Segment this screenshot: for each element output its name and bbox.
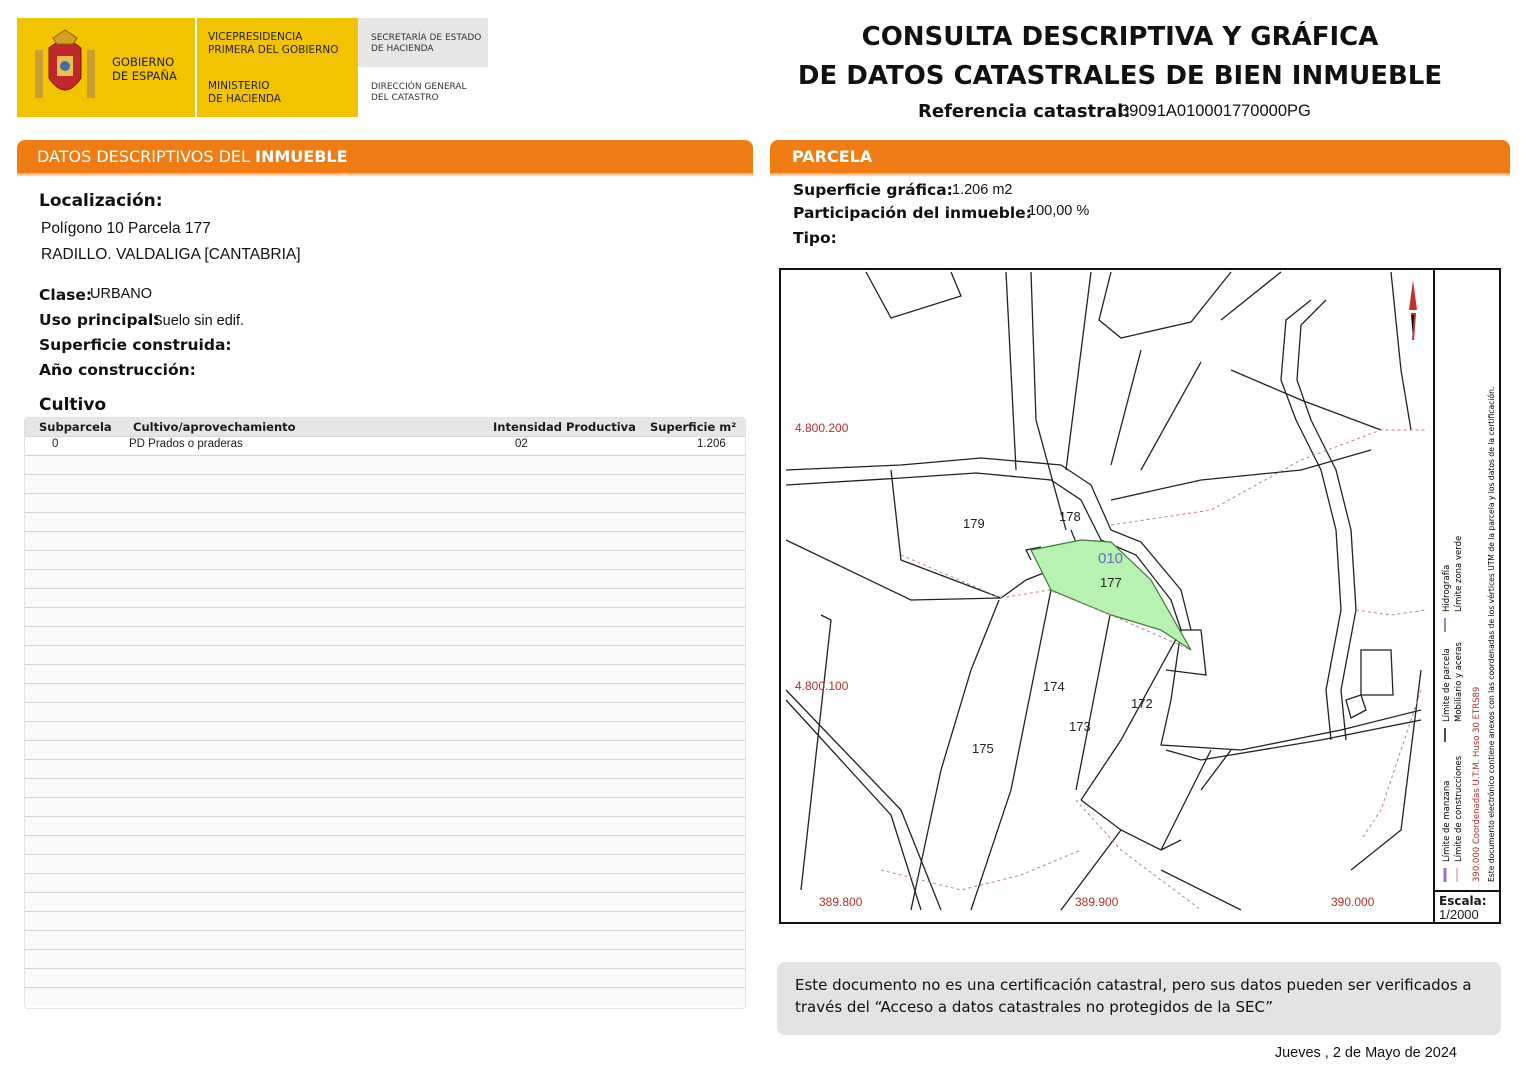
vicepresidencia-text: [208, 31, 338, 57]
empty-table-row: [25, 531, 745, 550]
anio-construccion-label: Año construcción:: [39, 361, 196, 379]
polygon-label: 010: [1098, 550, 1124, 567]
empty-table-row: [25, 835, 745, 854]
coord-x-3: 390.000: [1331, 895, 1375, 909]
empty-table-row: [25, 892, 745, 911]
empty-table-row: [25, 702, 745, 721]
clase-value: URBANO: [90, 286, 153, 302]
empty-table-row: [25, 930, 745, 949]
empty-table-row: [25, 569, 745, 588]
empty-table-row: [25, 816, 745, 835]
vice-line-2: PRIMERA DEL GOBIERNO: [208, 44, 339, 56]
empty-table-row: [25, 797, 745, 816]
legend-manzana: Límite de manzana: [1442, 780, 1452, 862]
empty-table-row: [25, 607, 745, 626]
empty-table-row: [25, 493, 745, 512]
min-line-2: DE HACIENDA: [208, 93, 281, 105]
header-superficie: Superficie m²: [650, 420, 737, 434]
gov-line-2: DE ESPAÑA: [112, 69, 177, 83]
tipo-label: Tipo:: [793, 229, 837, 247]
disclaimer-note: Este documento no es una certificación catastral, pero sus datos pueden ser verificados a través del “Acceso a datos catastrales no protegidos de la SEC”: [777, 962, 1501, 1035]
parcel-label: 178: [1059, 509, 1081, 524]
bar-text-prefix: DATOS DESCRIPTIVOS DEL: [37, 147, 256, 166]
empty-table-row: [25, 911, 745, 930]
north-arrow-icon: [1409, 280, 1417, 340]
uso-value: Suelo sin edif.: [153, 313, 245, 329]
sec-line-2: DE HACIENDA: [371, 44, 434, 54]
bar-shadow-right: [770, 173, 1510, 177]
parcel-label: 177: [1100, 575, 1122, 590]
utm-note: 390.000 Coordenadas U.T.M. Huso 30 ETRS89: [1472, 686, 1482, 882]
cell-intensidad: 02: [515, 438, 528, 450]
title-line-1: CONSULTA DESCRIPTIVA Y GRÁFICA: [861, 22, 1379, 52]
sec-line-1: SECRETARÍA DE ESTADO: [371, 33, 482, 43]
empty-table-row: [25, 873, 745, 892]
sup-grafica-label: Superficie gráfica:: [793, 181, 953, 199]
superficie-construida-label: Superficie construida:: [39, 336, 232, 354]
map-legend: [1435, 270, 1501, 890]
sup-grafica-value: 1.206 m2: [952, 182, 1013, 198]
scale-value: 1/2000: [1439, 907, 1479, 922]
cultivo-label: Cultivo: [39, 395, 107, 415]
empty-table-row: [25, 645, 745, 664]
scale-box: [1433, 890, 1499, 922]
empty-table-row: [25, 721, 745, 740]
legend-hidrografia: Hidrografía: [1442, 564, 1452, 612]
min-line-1: MINISTERIO: [208, 80, 270, 92]
table-row: [25, 436, 745, 455]
section-bar-parcela: PARCELA: [770, 140, 1510, 173]
participacion-value: 100,00 %: [1028, 203, 1090, 219]
gobierno-logo: [17, 18, 358, 117]
legend-parcela: Límite de parcela: [1442, 648, 1452, 722]
empty-table-row: [25, 949, 745, 968]
title-line-2: DE DATOS CATASTRALES DE BIEN INMUEBLE: [797, 61, 1443, 91]
gobierno-text: [112, 55, 177, 83]
legend-mobiliario: Mobiliario y aceras: [1454, 642, 1464, 722]
ref-label: Referencia catastral:: [918, 101, 1131, 122]
legend-zona-verde: Límite zona verde: [1454, 535, 1464, 612]
secretaria-logo: [358, 18, 488, 67]
doc-note: Este documento electrónico contiene anexos con las coordenadas de los vértices UTM de la parcela y los datos de la certificación.: [1487, 386, 1496, 882]
empty-table-row: [25, 512, 745, 531]
empty-table-row: [25, 740, 745, 759]
ref-value: 39091A010001770000PG: [1120, 102, 1311, 120]
coord-y-2: 4.800.100: [795, 679, 849, 693]
scale-label: Escala:: [1439, 894, 1487, 908]
ministerio-text: [208, 80, 281, 106]
legend-construcciones: Límite de construcciones: [1454, 755, 1464, 862]
page-title: [780, 18, 1460, 96]
parcel-label: 175: [972, 741, 994, 756]
secretaria-text: [371, 33, 481, 55]
cell-subparcela: 0: [52, 438, 59, 450]
bar-text-bold: INMUEBLE: [255, 147, 348, 166]
cell-cultivo: PD Prados o praderas: [129, 438, 243, 450]
table-header: [25, 418, 745, 436]
header-subparcela: Subparcela: [39, 420, 112, 434]
direccion-text: [371, 82, 467, 104]
coord-x-2: 389.900: [1075, 895, 1119, 909]
empty-table-row: [25, 550, 745, 569]
dir-line-2: DEL CATASTRO: [371, 93, 439, 103]
cadastral-map[interactable]: [779, 268, 1501, 924]
header-intensidad: Intensidad Productiva: [493, 420, 636, 434]
coord-y-1: 4.800.200: [795, 421, 849, 435]
participacion-label: Participación del inmueble:: [793, 204, 1032, 222]
empty-table-row: [25, 854, 745, 873]
logo-divider: [195, 18, 197, 117]
empty-table-row: [25, 588, 745, 607]
coat-of-arms-icon: [29, 28, 101, 108]
dir-line-1: DIRECCIÓN GENERAL: [371, 82, 467, 92]
uso-label: Uso principal:: [39, 311, 160, 329]
empty-table-row: [25, 968, 745, 987]
parcel-label: 173: [1069, 719, 1091, 734]
empty-table-row: [25, 626, 745, 645]
vice-line-1: VICEPRESIDENCIA: [208, 31, 303, 43]
bar-shadow: [17, 173, 753, 177]
empty-table-row: [25, 759, 745, 778]
header-cultivo: Cultivo/aprovechamiento: [133, 420, 296, 434]
empty-table-row: [25, 987, 745, 1006]
parcel-label: 179: [963, 516, 985, 531]
empty-table-row: [25, 664, 745, 683]
empty-table-row: [25, 455, 745, 474]
empty-table-row: [25, 474, 745, 493]
empty-table-row: [25, 683, 745, 702]
localizacion-line2: RADILLO. VALDALIGA [CANTABRIA]: [41, 246, 301, 263]
empty-table-row: [25, 778, 745, 797]
section-bar-datos: [17, 140, 753, 173]
parcel-label: 172: [1131, 696, 1153, 711]
localizacion-label: Localización:: [39, 191, 163, 211]
coord-x-1: 389.800: [819, 895, 863, 909]
document-date: Jueves , 2 de Mayo de 2024: [1274, 1045, 1457, 1061]
gov-line-1: GOBIERNO: [112, 55, 175, 69]
localizacion-line1: Polígono 10 Parcela 177: [41, 220, 211, 237]
cultivo-table: [24, 417, 746, 1009]
map-drawing: [781, 270, 1433, 922]
clase-label: Clase:: [39, 286, 93, 304]
parcel-label: 174: [1043, 679, 1065, 694]
cell-superficie: 1.206: [697, 438, 726, 450]
